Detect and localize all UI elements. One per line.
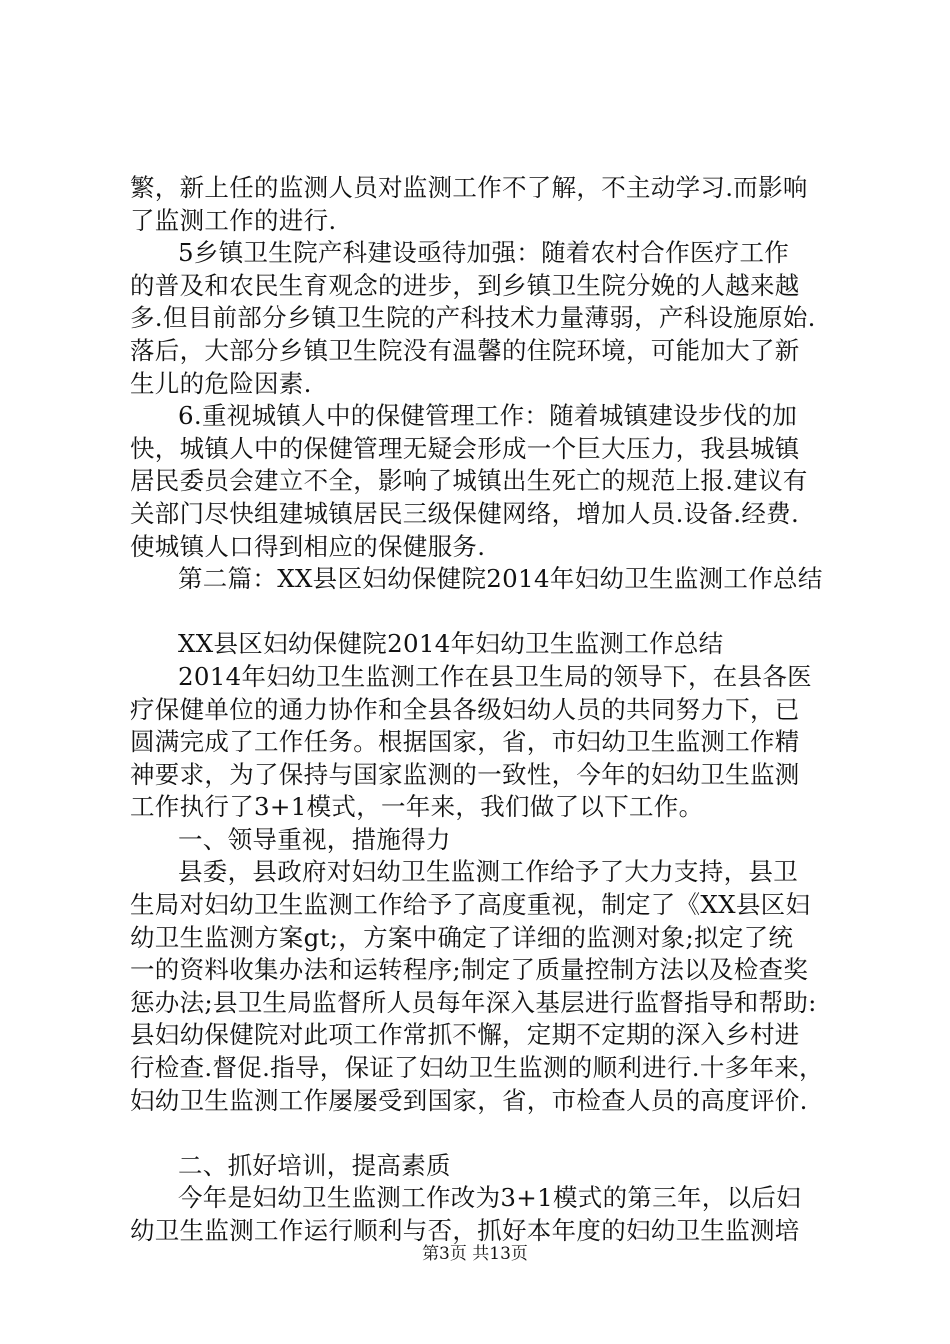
text-line: 生局对妇幼卫生监测工作给予了高度重视，制定了《XX县区妇 (130, 890, 811, 920)
text-line: 2014年妇幼卫生监测工作在县卫生局的领导下，在县各医 (178, 661, 812, 691)
text-line: 6.重视城镇人中的保健管理工作：随着城镇建设步伐的加 (178, 401, 798, 431)
text-line: 一的资料收集办法和运转程序;制定了质量控制方法以及检查奖 (130, 955, 809, 985)
text-line: 二、抓好培训，提高素质 (178, 1150, 451, 1180)
text-line: XX县区妇幼保健院2014年妇幼卫生监测工作总结 (178, 629, 724, 659)
document-body (130, 172, 830, 1248)
blank-line (130, 596, 830, 629)
text-line: 快，城镇人中的保健管理无疑会形成一个巨大压力，我县城镇 (130, 433, 800, 463)
text-line: 居民委员会建立不全，影响了城镇出生死亡的规范上报.建议有 (130, 466, 808, 496)
text-line: 妇幼卫生监测工作屡屡受到国家，省，市检查人员的高度评价. (130, 1085, 808, 1115)
text-line: 生儿的危险因素. (130, 368, 312, 398)
text-line: 圆满完成了工作任务。根据国家，省，市妇幼卫生监测工作精 (130, 727, 800, 757)
text-line: 幼卫生监测方案gt;，方案中确定了详细的监测对象;拟定了统 (130, 922, 794, 952)
text-line: 使城镇人口得到相应的保健服务. (130, 531, 486, 561)
text-line: 今年是妇幼卫生监测工作改为3+1模式的第三年，以后妇 (178, 1183, 802, 1213)
text-line: 工作执行了3+1模式，一年来，我们做了以下工作。 (130, 792, 704, 822)
text-line: 一、领导重视，措施得力 (178, 824, 451, 854)
text-line: 县妇幼保健院对此项工作常抓不懈，定期不定期的深入乡村进 (130, 1020, 800, 1050)
text-line: 行检查.督促.指导，保证了妇幼卫生监测的顺利进行.十多年来， (130, 1053, 824, 1083)
text-line: 幼卫生监测工作运行顺利与否，抓好本年度的妇幼卫生监测培 (130, 1216, 800, 1245)
text-line: 落后，大部分乡镇卫生院没有温馨的住院环境，可能加大了新 (130, 335, 800, 365)
page-footer: 第3页 共13页 (422, 1244, 528, 1264)
text-line: 关部门尽快组建城镇居民三级保健网络，增加人员.设备.经费. (130, 498, 800, 528)
text-line: 神要求，为了保持与国家监测的一致性，今年的妇幼卫生监测 (130, 759, 800, 789)
text-line: 多.但目前部分乡镇卫生院的产科技术力量薄弱，产科设施原始. (130, 303, 816, 333)
text-line: 了监测工作的进行. (130, 205, 337, 235)
text-line: 第二篇：XX县区妇幼保健院2014年妇幼卫生监测工作总结 (178, 564, 823, 594)
text-line: 繁，新上任的监测人员对监测工作不了解，不主动学习.而影响 (130, 173, 808, 202)
blank-line (130, 1117, 830, 1150)
text-line: 惩办法;县卫生局监督所人员每年深入基层进行监督指导和帮助: (130, 987, 817, 1017)
text-line: 5乡镇卫生院产科建设亟待加强：随着农村合作医疗工作 (178, 238, 790, 268)
text-line: 县委，县政府对妇幼卫生监测工作给予了大力支持，县卫 (178, 857, 798, 887)
text-line: 疗保健单位的通力协作和全县各级妇幼人员的共同努力下，已 (130, 694, 800, 724)
text-line: 的普及和农民生育观念的进步，到乡镇卫生院分娩的人越来越 (130, 270, 800, 300)
